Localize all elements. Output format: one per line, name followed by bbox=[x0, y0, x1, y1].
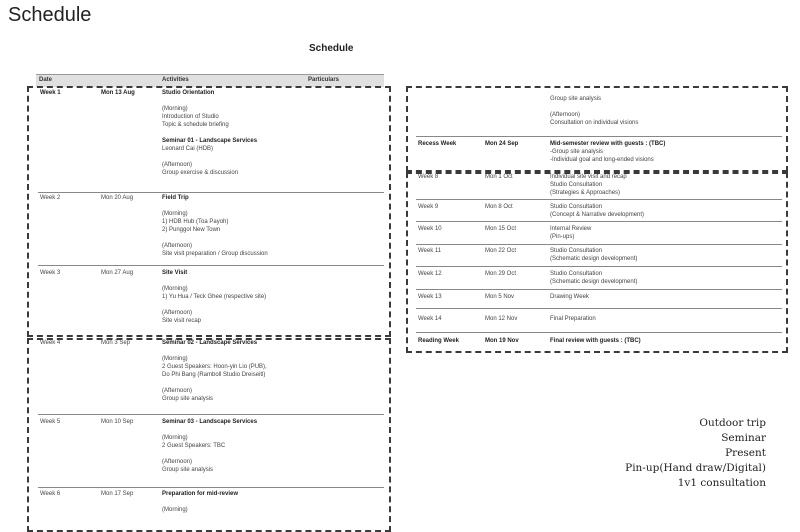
activity-line: (Pin-ups) bbox=[550, 234, 575, 240]
activity-line: Studio Consultation bbox=[550, 248, 603, 254]
activity-line: Studio Orientation bbox=[162, 90, 215, 96]
activity-line bbox=[162, 301, 266, 309]
activity-line: Leonard Cai (HDB) bbox=[162, 146, 214, 152]
activity-line bbox=[550, 103, 638, 111]
activity-line: (Morning) bbox=[162, 106, 188, 112]
activity-cell bbox=[550, 95, 638, 127]
row-divider bbox=[416, 199, 782, 200]
week-label: Week 11 bbox=[418, 248, 442, 254]
legend bbox=[625, 416, 766, 491]
activity-line: 2 Guest Speakers: TBC bbox=[162, 443, 226, 449]
activity-line bbox=[162, 347, 267, 355]
activity-line: Final Preparation bbox=[550, 316, 596, 322]
activity-cell bbox=[550, 270, 637, 286]
week-label: Reading Week bbox=[418, 338, 459, 344]
activity-line bbox=[162, 379, 267, 387]
activity-line: Mid-semester review with guests : (TBC) bbox=[550, 141, 666, 147]
activity-line: Consultation on individual visions bbox=[550, 120, 639, 126]
activity-line: (Morning) bbox=[162, 286, 188, 292]
header-particulars: Particulars bbox=[308, 77, 340, 83]
date-label: Mon 8 Oct bbox=[485, 204, 513, 210]
activity-line: (Afternoon) bbox=[162, 388, 193, 394]
row-divider bbox=[416, 289, 782, 290]
date-label: Mon 12 Nov bbox=[485, 316, 518, 322]
activity-cell bbox=[550, 293, 589, 301]
activity-line: Do Phi Bang (Ramboll Studio Dreiseitl) bbox=[162, 372, 266, 378]
activity-line: (Afternoon) bbox=[162, 243, 193, 249]
activity-line: (Afternoon) bbox=[162, 310, 193, 316]
row-divider bbox=[38, 192, 384, 193]
activity-line: Seminar 01 - Landscape Services bbox=[162, 138, 258, 144]
week-label: Week 9 bbox=[418, 204, 439, 210]
activity-cell bbox=[550, 140, 665, 164]
activity-line bbox=[162, 234, 268, 242]
row-divider bbox=[416, 266, 782, 267]
date-label: Mon 27 Aug bbox=[101, 270, 134, 276]
date-label: Mon 13 Aug bbox=[101, 90, 135, 96]
week-label: Week 14 bbox=[418, 316, 442, 322]
week-label: Week 2 bbox=[40, 195, 61, 201]
activity-cell bbox=[162, 490, 238, 514]
activity-line: (Morning) bbox=[162, 211, 188, 217]
date-label: Mon 5 Nov bbox=[485, 294, 515, 300]
activity-line: (Concept & Narrative development) bbox=[550, 212, 645, 218]
activity-cell bbox=[550, 173, 627, 197]
activity-line: Individual site visit and recap bbox=[550, 174, 627, 180]
activity-line: Internal Review bbox=[550, 226, 592, 232]
activity-line: Field Trip bbox=[162, 195, 189, 201]
activity-line bbox=[162, 129, 257, 137]
activity-line: (Morning) bbox=[162, 356, 188, 362]
activity-line: (Schematic design development) bbox=[550, 256, 638, 262]
activity-line: (Afternoon) bbox=[162, 162, 193, 168]
activity-line bbox=[162, 426, 257, 434]
row-divider bbox=[38, 265, 384, 266]
date-label: Mon 15 Oct bbox=[485, 226, 517, 232]
activity-line: Group site analysis bbox=[162, 396, 214, 402]
activity-cell bbox=[550, 337, 641, 345]
header-activities: Activities bbox=[162, 77, 189, 83]
activity-line: Group exercise & discussion bbox=[162, 170, 239, 176]
activity-cell bbox=[162, 418, 257, 474]
activity-line: Site visit preparation / Group discussion bbox=[162, 251, 268, 257]
activity-line: Studio Consultation bbox=[550, 182, 603, 188]
activity-line: Topic & schedule briefing bbox=[162, 122, 229, 128]
activity-cell bbox=[162, 339, 267, 403]
row-divider bbox=[416, 308, 782, 309]
activity-line: Seminar 02 - Landscape Services bbox=[162, 340, 258, 346]
activity-line: -Individual goal and long-ended visions bbox=[550, 157, 654, 163]
activity-line: (Schematic design development) bbox=[550, 279, 638, 285]
row-divider bbox=[416, 244, 782, 245]
week-label: Recess Week bbox=[418, 141, 457, 147]
legend-item: Outdoor trip bbox=[699, 417, 766, 429]
date-label: Mon 10 Sep bbox=[101, 419, 134, 425]
week-label: Week 12 bbox=[418, 271, 442, 277]
date-label: Mon 24 Sep bbox=[485, 141, 519, 147]
week-label: Week 6 bbox=[40, 491, 61, 497]
activity-cell bbox=[162, 194, 268, 258]
activity-line: Studio Consultation bbox=[550, 204, 603, 210]
header-date: Date bbox=[39, 77, 53, 83]
activity-line: 1) Yu Hua / Teck Ghee (respective site) bbox=[162, 294, 267, 300]
activity-cell bbox=[550, 315, 596, 323]
row-divider bbox=[38, 414, 384, 415]
date-label: Mon 17 Sep bbox=[101, 491, 134, 497]
date-label: Mon 19 Nov bbox=[485, 338, 519, 344]
week-label: Week 8 bbox=[418, 174, 439, 180]
activity-line: (Afternoon) bbox=[550, 112, 581, 118]
activity-line: Site visit recap bbox=[162, 318, 202, 324]
activity-cell bbox=[162, 269, 266, 325]
activity-line: (Strategies & Approaches) bbox=[550, 190, 621, 196]
date-label: Mon 20 Aug bbox=[101, 195, 134, 201]
week-label: Week 1 bbox=[40, 90, 61, 96]
activity-line: 2) Punggol New Town bbox=[162, 227, 221, 233]
activity-line bbox=[162, 202, 268, 210]
slide-title: Schedule bbox=[8, 4, 92, 26]
activity-cell bbox=[550, 225, 591, 241]
week-label: Week 4 bbox=[40, 340, 61, 346]
date-label: Mon 29 Oct bbox=[485, 271, 517, 277]
activity-line: Introduction of Studio bbox=[162, 114, 219, 120]
row-divider bbox=[416, 332, 782, 333]
activity-line bbox=[162, 498, 238, 506]
week-label: Week 10 bbox=[418, 226, 442, 232]
activity-line: -Group site analysis bbox=[550, 149, 604, 155]
activity-line: 2 Guest Speakers: Hoon-yin Lio (PUB), bbox=[162, 364, 267, 370]
activity-line: Site Visit bbox=[162, 270, 188, 276]
activity-line bbox=[162, 97, 257, 105]
row-divider bbox=[416, 221, 782, 222]
date-label: Mon 22 Oct bbox=[485, 248, 517, 254]
legend-item: 1v1 consultation bbox=[677, 477, 766, 489]
activity-line: 1) HDB Hub (Toa Payoh) bbox=[162, 219, 229, 225]
row-divider bbox=[416, 136, 782, 137]
row-divider bbox=[38, 487, 384, 488]
activity-line: Preparation for mid-review bbox=[162, 491, 239, 497]
date-label: Mon 1 Oct bbox=[485, 174, 513, 180]
activity-line: (Afternoon) bbox=[162, 459, 193, 465]
activity-line: Studio Consultation bbox=[550, 271, 603, 277]
document-title: Schedule bbox=[309, 43, 354, 54]
activity-line: (Morning) bbox=[162, 507, 188, 513]
activity-cell bbox=[550, 247, 637, 263]
date-label: Mon 3 Sep bbox=[101, 340, 131, 346]
activity-line: Group site analysis bbox=[550, 96, 602, 102]
activity-line: (Morning) bbox=[162, 435, 188, 441]
activity-line bbox=[162, 450, 257, 458]
activity-line: Drawing Week bbox=[550, 294, 589, 300]
activity-line bbox=[162, 153, 257, 161]
week-label: Week 13 bbox=[418, 294, 442, 300]
activity-line: Final review with guests : (TBC) bbox=[550, 338, 641, 344]
activity-line: Seminar 03 - Landscape Services bbox=[162, 419, 258, 425]
week-label: Week 5 bbox=[40, 419, 61, 425]
activity-line bbox=[162, 277, 266, 285]
activity-cell bbox=[162, 89, 257, 177]
activity-cell bbox=[550, 203, 644, 219]
week-label: Week 3 bbox=[40, 270, 61, 276]
activity-line: Group site analysis bbox=[162, 467, 214, 473]
legend-item: Present bbox=[725, 447, 766, 459]
legend-item: Pin-up(Hand draw/Digital) bbox=[625, 462, 766, 474]
legend-item: Seminar bbox=[721, 432, 766, 444]
